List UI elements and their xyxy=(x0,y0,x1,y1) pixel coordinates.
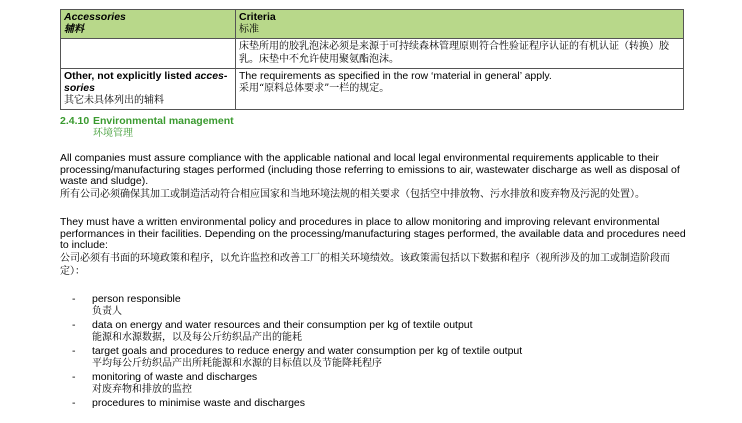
section-title-zh: 环境管理 xyxy=(93,128,133,139)
paragraph-compliance-en: All companies must assure compliance with the applicable national and local legal environmental requirements applicable to their processing/manufacturing stages performed (including those referring to emissions to air, wastewater discharge as well as disposal of waste and sludge). xyxy=(60,152,680,187)
header-criteria-en: Criteria xyxy=(239,11,276,23)
list-item-en: monitoring of waste and discharges xyxy=(92,371,258,383)
list-bullet: - xyxy=(72,397,76,409)
other-accessories-en xyxy=(64,70,233,94)
list-item-en: procedures to minimise waste and discharges xyxy=(92,397,306,409)
section-heading xyxy=(60,115,234,128)
table-row xyxy=(61,69,684,110)
table-header-row xyxy=(61,10,684,39)
other-accessories-en-part2: acces-sories xyxy=(64,70,228,94)
section-number: 2.4.10 xyxy=(60,115,90,127)
table-cell-other-criteria xyxy=(236,69,684,110)
header-accessories xyxy=(61,10,236,39)
paragraph-policy-zh: 公司必须有书面的环境政策和程序，以允许监控和改善工厂的相关环境绩效。该政策需包括以下数据和程序（视所涉及的加工或制造阶段而定）： xyxy=(60,252,670,277)
list-bullet: - xyxy=(72,345,76,357)
list-bullet: - xyxy=(72,319,76,331)
paragraph-compliance xyxy=(60,153,690,201)
section-title-en: Environmental management xyxy=(93,115,234,127)
other-accessories-zh: 其它未具体列出的辅料 xyxy=(64,95,164,106)
table-cell-empty xyxy=(61,39,236,69)
header-criteria-zh: 标准 xyxy=(239,24,259,35)
other-accessories-en-part1: Other, not explicitly listed xyxy=(64,70,195,82)
list-item xyxy=(60,319,700,345)
accessories-criteria-table xyxy=(60,9,684,110)
list-item xyxy=(60,371,700,397)
list-item-zh: 负责人 xyxy=(92,306,122,317)
list-bullet: - xyxy=(72,293,76,305)
list-item-en: data on energy and water resources and their consumption per kg of textile output xyxy=(92,319,473,331)
list-item xyxy=(60,397,700,423)
paragraph-compliance-zh: 所有公司必须确保其加工或制造活动符合相应国家和当地环境法规的相关要求（包括空中排放物、污水排放和废弃物及污泥的处置）。 xyxy=(60,188,645,200)
other-criteria-zh: 采用“原料总体要求”一栏的规定。 xyxy=(239,83,390,94)
paragraph-policy xyxy=(60,217,690,278)
requirements-list xyxy=(60,293,700,423)
table-cell-latex-criteria xyxy=(236,39,684,69)
header-accessories-en: Accessories xyxy=(64,11,126,23)
latex-criteria-zh: 床垫所用的胶乳泡沫必须是来源于可持续森林管理原则符合性验证程序认证的有机认证（转换）胶乳。床垫中不允许使用聚氨酯泡沫。 xyxy=(239,41,669,65)
list-item xyxy=(60,345,700,371)
header-accessories-zh: 辅料 xyxy=(64,24,84,35)
list-item-zh: 能源和水源数据，以及每公斤纺织品产出的能耗 xyxy=(92,332,302,343)
list-item-en: person responsible xyxy=(92,293,181,305)
table-row xyxy=(61,39,684,69)
list-item-zh: 平均每公斤纺织品产出所耗能源和水源的目标值以及节能降耗程序 xyxy=(92,358,382,369)
table-cell-other-accessories xyxy=(61,69,236,110)
list-bullet: - xyxy=(72,371,76,383)
list-item-zh: 对废弃物和排放的监控 xyxy=(92,384,192,395)
paragraph-policy-en: They must have a written environmental policy and procedures in place to allow monitoring and improving relevant environmental performances in their facilities. Depending on the processing/manufacturing stages performed, the available data and procedures need to include: xyxy=(60,216,686,251)
header-criteria xyxy=(236,10,684,39)
list-item xyxy=(60,293,700,319)
list-item-en: target goals and procedures to reduce energy and water consumption per kg of textile output xyxy=(92,345,523,357)
other-criteria-en: The requirements as specified in the row ‘material in general’ apply. xyxy=(239,70,552,82)
